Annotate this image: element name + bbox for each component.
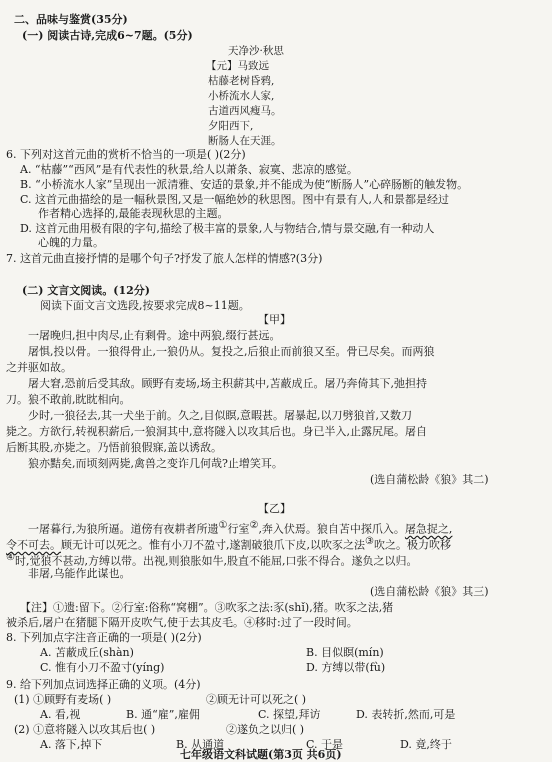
- yi-underlined-text: 令不可去。: [6, 538, 61, 552]
- q7-stem: 7. 这首元曲直接抒情的是哪个句子?抒发了旅人怎样的情感?(3分): [6, 252, 323, 265]
- page-footer: 七年级语文科试题(第3页 共6页): [180, 748, 342, 761]
- q8-stem: 8. 下列加点字注音正确的一项是( )(2分): [6, 631, 202, 644]
- q9-option: A. 看,视: [40, 708, 81, 721]
- q8-option-a: A. 苫蔽成丘(shàn): [40, 646, 134, 659]
- q6-option-a: A. “枯藤”“西风”是有代表性的秋景,给人以萧条、寂寞、悲凉的感觉。: [20, 163, 358, 176]
- jia-line: 一屠晚归,担中肉尽,止有剩骨。途中两狼,缀行甚远。: [28, 329, 281, 342]
- q6-option-c-cont: 作者精心选择的,最能表现秋思的主题。: [38, 207, 229, 220]
- poem-line: 小桥流水人家,: [208, 90, 275, 102]
- q9-part2-b: ②遂负之以归( ): [226, 723, 305, 736]
- poem-author: 【元】马致远: [206, 60, 269, 72]
- q9-part2-a: (2) ①意将隧入以攻其后也( ): [14, 723, 156, 736]
- prose-instruction: 阅读下面文言文选段,按要求完成8~11题。: [40, 299, 250, 312]
- jia-line: 狼亦黠矣,而顷刻两毙,禽兽之变诈几何哉?止增笑耳。: [28, 457, 283, 470]
- poem-line: 古道西风瘦马。: [208, 105, 282, 117]
- yi-text: 行室: [227, 522, 250, 536]
- q9-option: B. 从通道: [176, 738, 225, 751]
- poem-line: 夕阳西下,: [208, 120, 254, 132]
- jia-line: 屠惧,投以骨。一狼得骨止,一狼仍从。复投之,后狼止而前狼又至。骨已尽矣。而两狼: [28, 345, 435, 358]
- q8-option-c: C. 惟有小刀不盈寸(yíng): [40, 661, 165, 674]
- jia-line: 之并驱如故。: [6, 361, 72, 374]
- note-line: 被杀后,屠户在猪腿下隔开皮吹气,使于去其皮毛。④移时:过了一段时间。: [6, 616, 358, 629]
- q6-stem: 6. 下列对这首元曲的赏析不恰当的一项是( )(2分): [6, 148, 246, 161]
- q6-option-b: B. “小桥流水人家”呈现出一派清雅、安适的景象,并不能成为使“断肠人”心碎肠断的触发物。: [20, 178, 469, 191]
- jia-line: 屠大窘,恐前后受其敌。顾野有麦场,场主积薪其中,苫蔽成丘。屠乃奔倚其下,弛担持: [28, 377, 427, 390]
- q6-option-d: D. 这首元曲用极有限的字句,描绘了极丰富的景象,人与物结合,情与景交融,有一种动人: [20, 222, 435, 235]
- yi-source: (选自蒲松龄《狼》其三): [370, 585, 489, 598]
- note-marker: ①: [218, 520, 228, 531]
- q6-option-c: C. 这首元曲描绘的是一幅秋景图,又是一幅绝妙的秋思图。图中有景有人,人和景都是经过: [20, 193, 450, 206]
- poem-line: 枯藤老树昏鸦,: [208, 75, 275, 87]
- yi-line: [28, 519, 452, 537]
- prose-heading: (二) 文言文阅读。(12分): [22, 284, 150, 297]
- yi-underlined-text: 屠急捉之,: [404, 522, 453, 536]
- q8-option-d: D. 方缚以带(fù): [306, 661, 386, 674]
- note-marker: ②: [249, 520, 259, 531]
- passage-yi-label: 【乙】: [258, 502, 291, 515]
- jia-line: 刀。狼不敢前,眈眈相向。: [6, 393, 131, 406]
- note-line: 【注】①遗:留下。②行室:俗称“窝棚”。③吹豕之法:豕(shǐ),猪。吹豕之法,猪: [20, 601, 394, 614]
- yi-line: [6, 551, 417, 569]
- q9-option: B. 通“雇”,雇佣: [126, 708, 200, 721]
- jia-line: 后断其股,亦毙之。乃悟前狼假寐,盖以诱敌。: [6, 441, 222, 454]
- q9-part1-b: ②顾无计可以死之( ): [206, 693, 307, 706]
- yi-line: 非屠,乌能作此谋也。: [28, 567, 131, 580]
- q6-option-d-cont: 心魄的力量。: [38, 236, 104, 249]
- yi-text: 顾无计可以死之。惟有小刀不盈寸,遂割破狼爪下皮,以吹豕之法: [61, 538, 365, 552]
- yi-text: ,奔入伏焉。狼自苫中探爪入。: [258, 522, 405, 536]
- q9-part1-a: (1) ①顾野有麦场( ): [14, 693, 112, 706]
- yi-text: 吹之。极力吹移: [373, 538, 451, 552]
- q9-option: D. 竟,终于: [400, 738, 452, 751]
- jia-source: (选自蒲松龄《狼》其二): [370, 473, 489, 486]
- note-marker: ④: [6, 552, 15, 563]
- q8-option-b: B. 目似瞑(mín): [306, 646, 384, 659]
- q9-option: D. 表转折,然而,可是: [356, 708, 456, 721]
- jia-line: 毙之。方欲行,转视积薪后,一狼洞其中,意将隧入以攻其后也。身已半入,止露尻尾。屠自: [6, 425, 427, 438]
- q9-option: C. 探望,拜访: [258, 708, 321, 721]
- q9-stem: 9. 给下列加点词选择正确的义项。(4分): [6, 678, 201, 691]
- poem-title: 天净沙·秋思: [228, 45, 284, 57]
- note-marker: ③: [365, 536, 374, 547]
- passage-jia-label: 【甲】: [258, 313, 291, 326]
- q9-option: C. 于是: [306, 738, 344, 751]
- poem-line: 断肠人在天涯。: [208, 135, 282, 147]
- jia-line: 少时,一狼径去,其一犬坐于前。久之,目似瞑,意暇甚。屠暴起,以刀劈狼首,又数刀: [28, 409, 412, 422]
- poem-heading: (一) 阅读古诗,完成6~7题。(5分): [22, 29, 193, 42]
- yi-line: [6, 535, 451, 553]
- yi-text: 时,觉狼不甚动,方缚以带。出视,则狼胀如牛,股直不能屈,口张不得合。遂负之以归。: [14, 554, 418, 568]
- yi-text: 一屠暮行,为狼所逼。道傍有夜耕者所遗: [28, 522, 219, 536]
- q9-option: A. 落下,掉下: [40, 738, 103, 751]
- section-heading: 二、品味与鉴赏(35分): [14, 13, 128, 26]
